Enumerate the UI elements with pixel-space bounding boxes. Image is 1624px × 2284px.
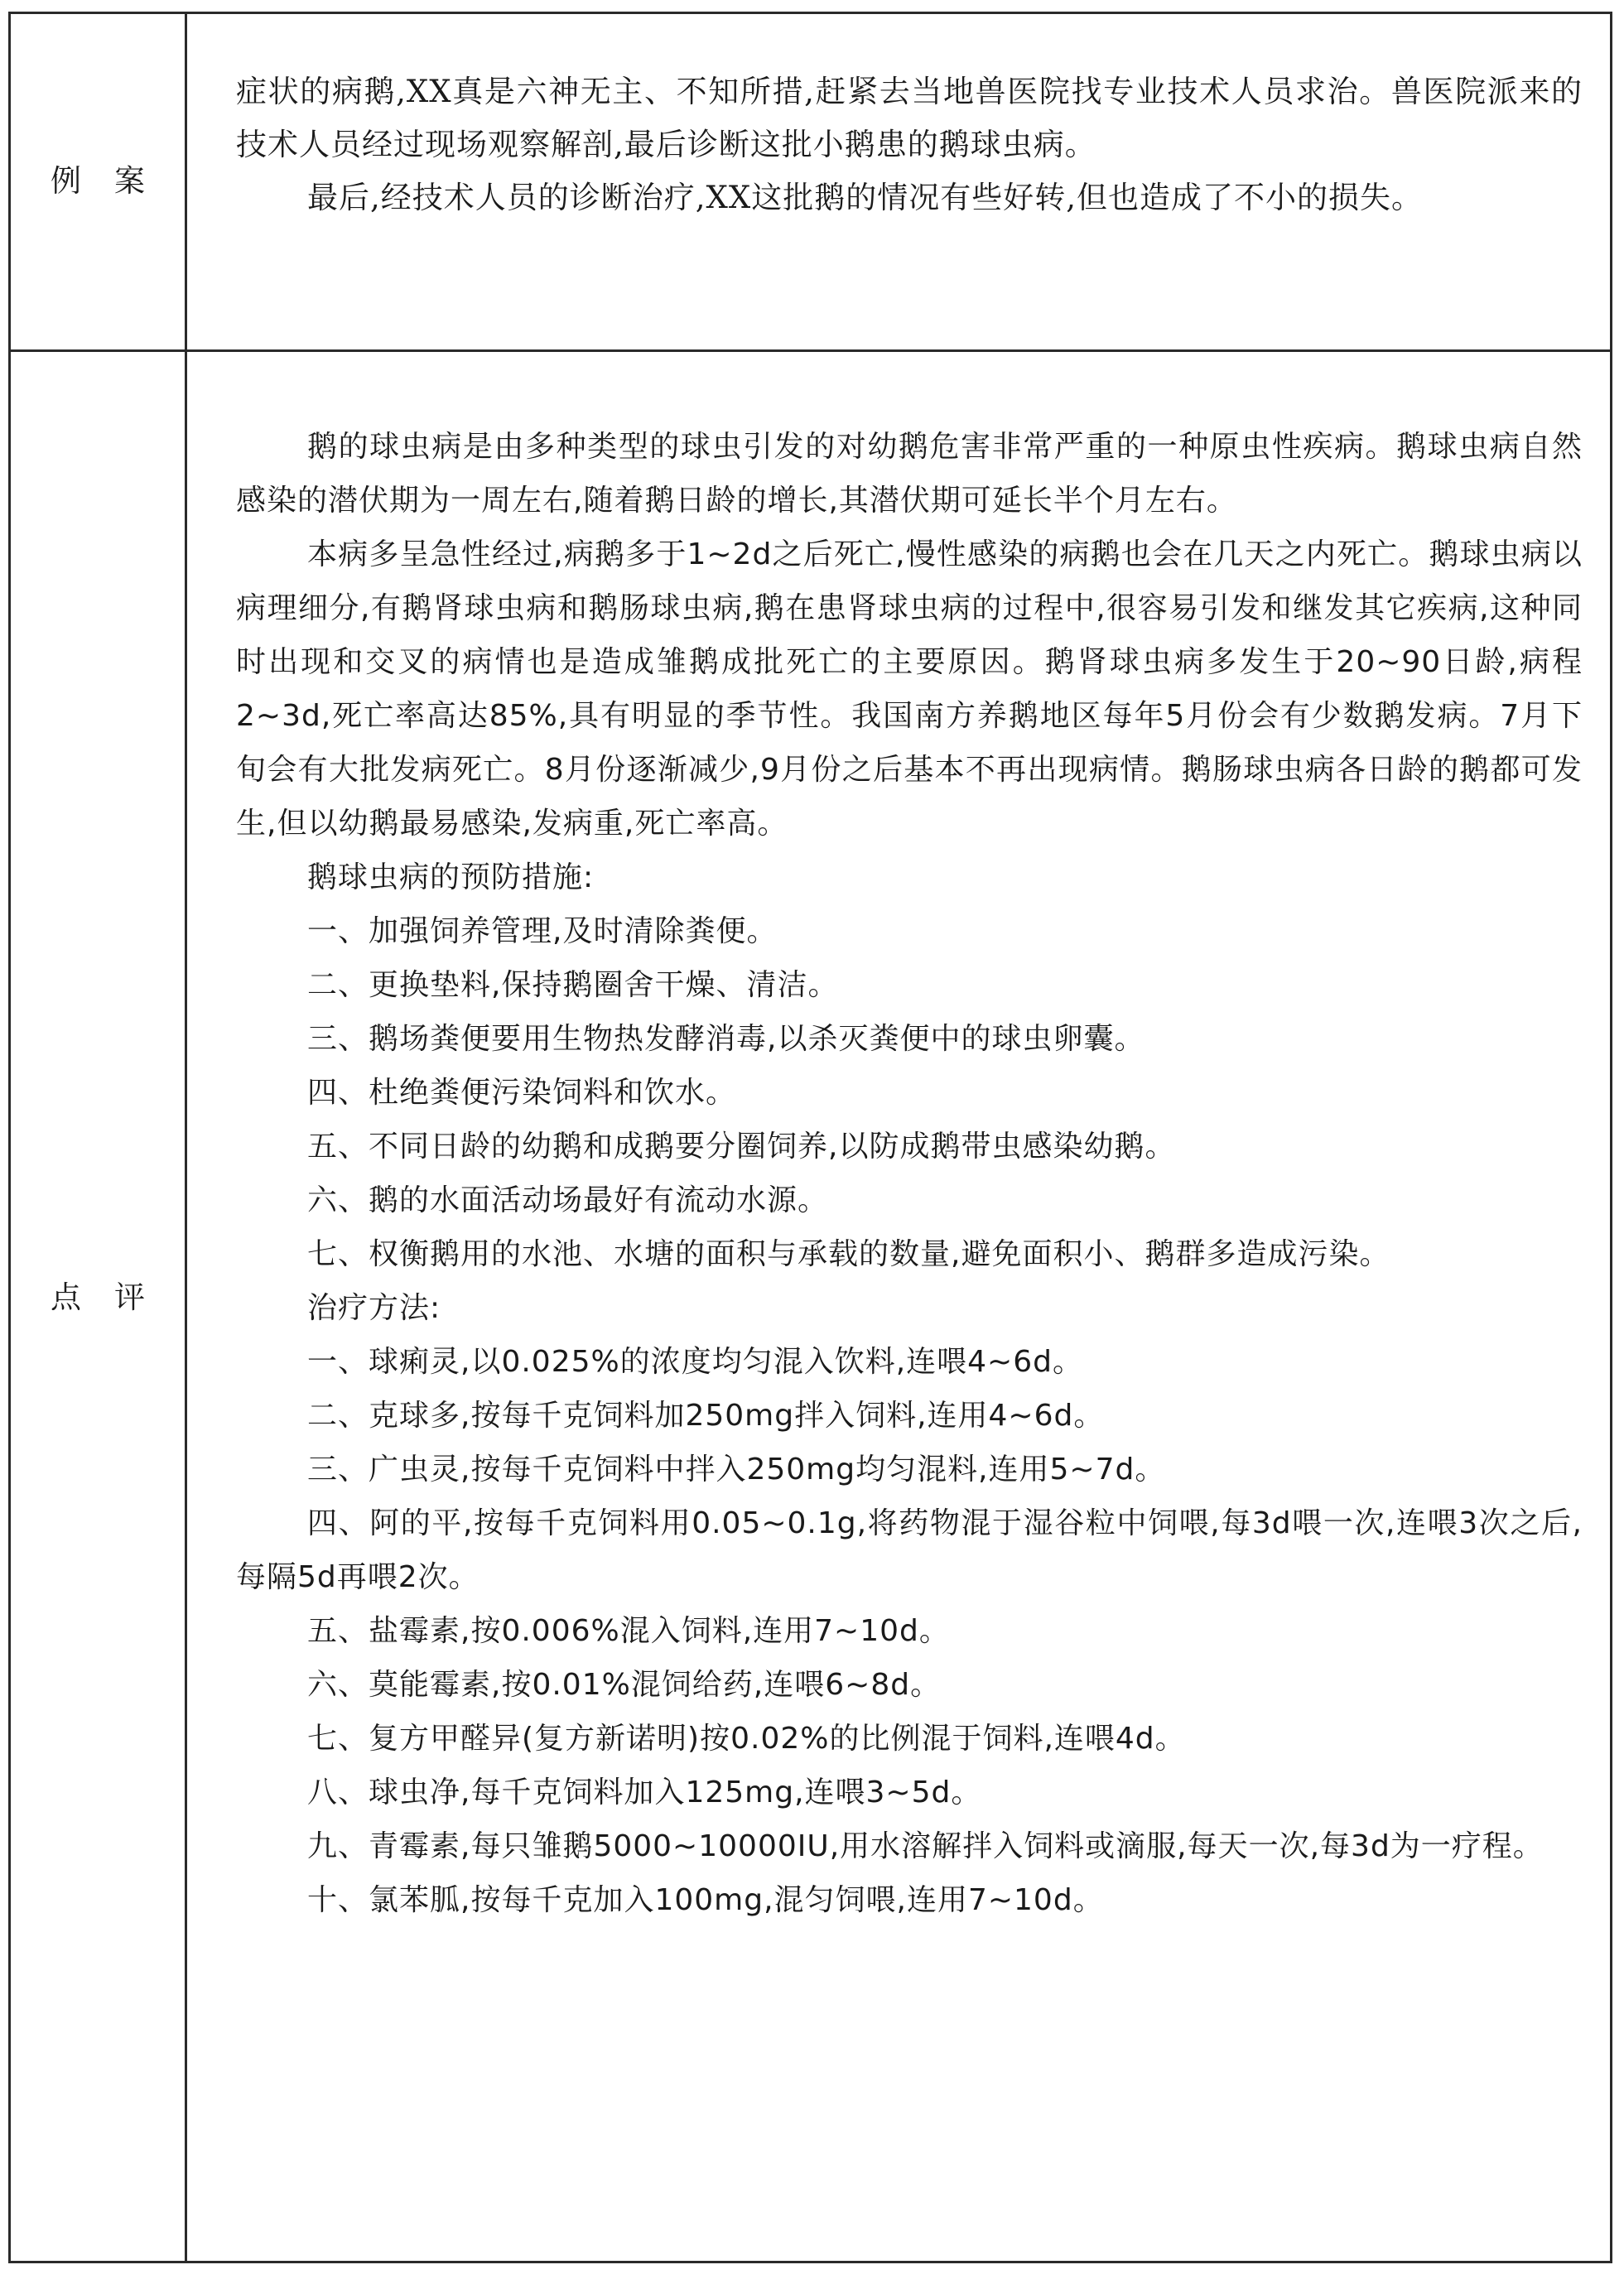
case-paragraph-1: 症状的病鹅,XX真是六神无主、不知所措,赶紧去当地兽医院找专业技术人员求治。兽医院派来的技术人员经过现场观察解剖,最后诊断这批小鹅患的鹅球虫病。 xyxy=(236,74,1583,162)
review-label: 点评 xyxy=(51,1279,178,1315)
treatment-item: 十、氯苯胍,按每千克加入100mg,混匀饲喂,连用7~10d。 xyxy=(307,1883,1104,1917)
prevention-item: 一、加强饲养管理,及时清除粪便。 xyxy=(307,914,778,948)
case-content xyxy=(236,65,1583,224)
treatment-item: 六、莫能霉素,按0.01%混饲给药,连喂6~8d。 xyxy=(307,1668,942,1702)
row-divider xyxy=(11,349,1610,352)
prevention-item: 二、更换垫料,保持鹅圈舍干燥、清洁。 xyxy=(307,968,839,1002)
treatment-item: 九、青霉素,每只雏鹅5000~10000IU,用水溶解拌入饲料或滴服,每天一次,每3d为一疗程。 xyxy=(307,1829,1544,1863)
prevention-item: 三、鹅场粪便要用生物热发酵消毒,以杀灭粪便中的球虫卵囊。 xyxy=(307,1022,1145,1056)
case-paragraph-2: 最后,经技术人员的诊断治疗,XX这批鹅的情况有些好转,但也造成了不小的损失。 xyxy=(307,180,1423,215)
review-paragraph-2: 本病多呈急性经过,病鹅多于1~2d之后死亡,慢性感染的病鹅也会在几天之内死亡。鹅球虫病以病理细分,有鹅肾球虫病和鹅肠球虫病,鹅在患肾球虫病的过程中,很容易引发和继发其它疾病,这种同时出现和交叉的病情也是造成雏鹅成批死亡的主要原因。鹅肾球虫病多发生于20~90日龄,病程2~3d,死亡率高达85%,具有明显的季节性。我国南方养鹅地区每年5月份会有少数鹅发病。7月下旬会有大批发病死亡。8月份逐渐减少,9月份之后基本不再出现病情。鹅肠球虫病各日龄的鹅都可发生,但以幼鹅最易感染,发病重,死亡率高。 xyxy=(236,537,1583,841)
prevention-item: 六、鹅的水面活动场最好有流动水源。 xyxy=(307,1183,829,1217)
prevention-item: 四、杜绝粪便污染饲料和饮水。 xyxy=(307,1076,737,1110)
prevention-item: 七、权衡鹅用的水池、水塘的面积与承载的数量,避免面积小、鹅群多造成污染。 xyxy=(307,1237,1390,1271)
treatment-item: 七、复方甲醛异(复方新诺明)按0.02%的比例混于饲料,连喂4d。 xyxy=(307,1722,1186,1756)
treatment-item: 八、球虫净,每千克饲料加入125mg,连喂3~5d。 xyxy=(307,1776,982,1809)
treatment-item: 一、球痢灵,以0.025%的浓度均匀混入饮料,连喂4~6d。 xyxy=(307,1345,1083,1379)
prevention-title: 鹅球虫病的预防措施: xyxy=(307,860,595,894)
treatment-item: 四、阿的平,按每千克饲料用0.05~0.1g,将药物混于湿谷粒中饲喂,每3d喂一次,连喂3次之后,每隔5d再喂2次。 xyxy=(236,1506,1583,1594)
review-content xyxy=(236,420,1583,1927)
treatment-title: 治疗方法: xyxy=(307,1291,441,1325)
prevention-item: 五、不同日龄的幼鹅和成鹅要分圈饲养,以防成鹅带虫感染幼鹅。 xyxy=(307,1130,1176,1164)
case-label: 例案 xyxy=(51,163,178,199)
review-paragraph-1: 鹅的球虫病是由多种类型的球虫引发的对幼鹅危害非常严重的一种原虫性疾病。鹅球虫病自然感染的潜伏期为一周左右,随着鹅日龄的增长,其潜伏期可延长半个月左右。 xyxy=(236,430,1583,518)
treatment-item: 五、盐霉素,按0.006%混入饲料,连用7~10d。 xyxy=(307,1614,950,1648)
document-table xyxy=(8,12,1612,2263)
treatment-item: 二、克球多,按每千克饲料加250mg拌入饲料,连用4~6d。 xyxy=(307,1399,1105,1433)
treatment-item: 三、广虫灵,按每千克饲料中拌入250mg均匀混料,连用5~7d。 xyxy=(307,1453,1166,1487)
